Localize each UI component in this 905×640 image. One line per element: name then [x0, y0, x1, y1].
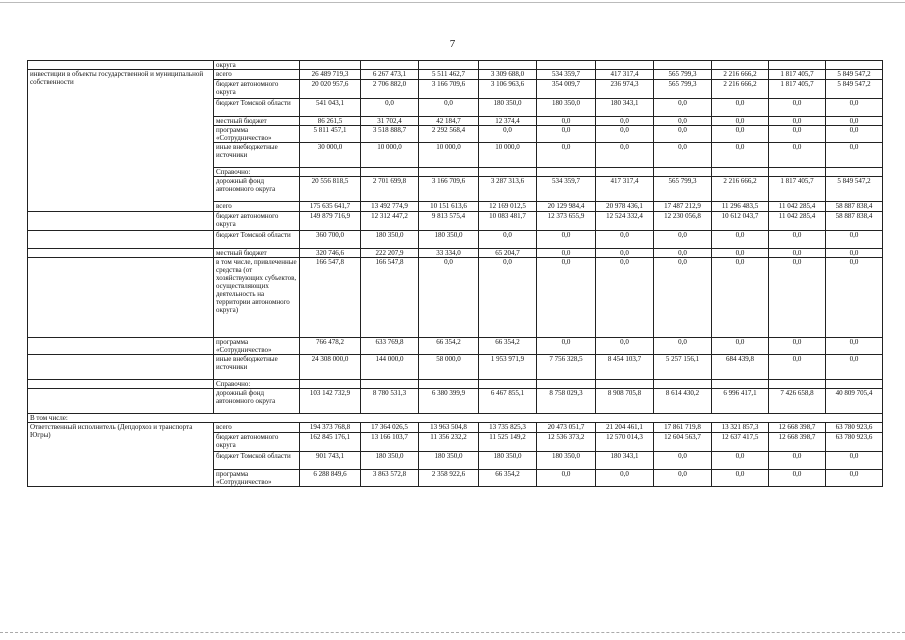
amount-cell: 8 908 705,8	[596, 389, 654, 414]
table-row	[28, 231, 883, 249]
funding-source-label: в том числе, привлеченные средства (от хозяйствующих субъектов, осуществляющих деятельность на территории автономного округа)	[214, 258, 300, 338]
amount-cell	[769, 380, 826, 389]
row-group-label: инвестиции в объекты государственной и муниципальной собственности	[28, 70, 214, 212]
amount-cell	[826, 61, 883, 70]
amount-cell	[419, 380, 479, 389]
amount-cell: 0,0	[596, 231, 654, 249]
amount-cell: 0,0	[712, 126, 769, 143]
amount-cell: 0,0	[596, 258, 654, 338]
amount-cell: 0,0	[769, 117, 826, 126]
amount-cell: 0,0	[654, 258, 712, 338]
amount-cell	[596, 61, 654, 70]
amount-cell: 3 863 572,8	[361, 470, 419, 487]
section-subheading: В том числе:	[28, 414, 883, 423]
amount-cell: 2 292 568,4	[419, 126, 479, 143]
amount-cell: 0,0	[769, 126, 826, 143]
table-row	[28, 212, 883, 231]
amount-cell	[419, 61, 479, 70]
amount-cell: 766 478,2	[300, 338, 361, 355]
amount-cell: 5 257 156,1	[654, 355, 712, 380]
table-row	[28, 258, 883, 338]
amount-cell: 86 261,5	[300, 117, 361, 126]
amount-cell	[479, 61, 537, 70]
amount-cell: 10 000,0	[479, 143, 537, 168]
amount-cell: 180 350,0	[537, 99, 596, 117]
amount-cell: 684 439,8	[712, 355, 769, 380]
amount-cell: 6 288 849,6	[300, 470, 361, 487]
amount-cell: 417 317,4	[596, 70, 654, 80]
amount-cell: 10 000,0	[419, 143, 479, 168]
amount-cell: 149 879 716,9	[300, 212, 361, 231]
amount-cell: 2 706 882,0	[361, 80, 419, 99]
amount-cell	[826, 380, 883, 389]
amount-cell	[537, 380, 596, 389]
amount-cell: 13 963 504,8	[419, 423, 479, 433]
amount-cell: 20 473 051,7	[537, 423, 596, 433]
amount-cell	[654, 168, 712, 177]
amount-cell: 2 216 666,2	[712, 70, 769, 80]
amount-cell: 3 518 888,7	[361, 126, 419, 143]
amount-cell: 0,0	[769, 143, 826, 168]
amount-cell: 180 350,0	[419, 452, 479, 470]
amount-cell: 58 887 838,4	[826, 212, 883, 231]
amount-cell: 0,0	[826, 338, 883, 355]
funding-source-label: Справочно:	[214, 380, 300, 389]
funding-source-label: местный бюджет	[214, 249, 300, 258]
amount-cell: 2 358 922,6	[419, 470, 479, 487]
amount-cell: 66 354,2	[479, 338, 537, 355]
amount-cell: 2 216 666,2	[712, 177, 769, 202]
funding-source-label: округа	[214, 61, 300, 70]
amount-cell	[300, 61, 361, 70]
bottom-edge-line	[0, 632, 905, 633]
amount-cell: 162 845 176,1	[300, 433, 361, 452]
amount-cell: 565 799,3	[654, 177, 712, 202]
amount-cell	[300, 168, 361, 177]
amount-cell: 3 287 313,6	[479, 177, 537, 202]
amount-cell: 12 604 563,7	[654, 433, 712, 452]
amount-cell: 180 343,1	[596, 452, 654, 470]
amount-cell: 11 525 149,2	[479, 433, 537, 452]
amount-cell: 0,0	[712, 249, 769, 258]
funding-source-label: всего	[214, 70, 300, 80]
funding-source-label: бюджет Томской области	[214, 231, 300, 249]
amount-cell: 10 612 043,7	[712, 212, 769, 231]
amount-cell: 12 570 014,3	[596, 433, 654, 452]
row-group-label	[28, 258, 214, 338]
row-group-label	[28, 355, 214, 380]
amount-cell: 0,0	[537, 258, 596, 338]
amount-cell: 236 974,3	[596, 80, 654, 99]
funding-source-label: бюджет автономного округа	[214, 80, 300, 99]
amount-cell: 0,0	[712, 231, 769, 249]
page-number: 7	[449, 38, 456, 50]
amount-cell: 5 511 462,7	[419, 70, 479, 80]
amount-cell: 541 043,1	[300, 99, 361, 117]
amount-cell: 0,0	[826, 258, 883, 338]
amount-cell: 13 321 857,3	[712, 423, 769, 433]
amount-cell: 58 887 838,4	[826, 202, 883, 212]
amount-cell: 1 817 405,7	[769, 80, 826, 99]
amount-cell: 17 487 212,9	[654, 202, 712, 212]
amount-cell: 0,0	[596, 470, 654, 487]
amount-cell: 20 020 957,6	[300, 80, 361, 99]
amount-cell: 63 780 923,6	[826, 433, 883, 452]
amount-cell	[654, 61, 712, 70]
amount-cell	[769, 61, 826, 70]
amount-cell: 0,0	[596, 143, 654, 168]
amount-cell: 0,0	[712, 117, 769, 126]
amount-cell	[361, 168, 419, 177]
amount-cell: 0,0	[826, 470, 883, 487]
amount-cell: 0,0	[769, 355, 826, 380]
amount-cell: 0,0	[826, 126, 883, 143]
funding-source-label: Справочно:	[214, 168, 300, 177]
amount-cell: 0,0	[654, 231, 712, 249]
amount-cell: 0,0	[654, 117, 712, 126]
amount-cell: 354 009,7	[537, 80, 596, 99]
amount-cell: 320 746,6	[300, 249, 361, 258]
amount-cell: 166 547,8	[300, 258, 361, 338]
amount-cell: 901 743,1	[300, 452, 361, 470]
amount-cell: 0,0	[769, 249, 826, 258]
amount-cell: 13 492 774,9	[361, 202, 419, 212]
amount-cell: 12 668 398,7	[769, 423, 826, 433]
amount-cell: 360 700,0	[300, 231, 361, 249]
row-group-label	[28, 338, 214, 355]
amount-cell: 0,0	[712, 99, 769, 117]
top-edge-line	[0, 2, 905, 3]
amount-cell: 20 978 436,1	[596, 202, 654, 212]
amount-cell: 180 350,0	[419, 231, 479, 249]
amount-cell	[769, 168, 826, 177]
amount-cell: 0,0	[654, 338, 712, 355]
amount-cell: 103 142 732,9	[300, 389, 361, 414]
amount-cell: 13 166 103,7	[361, 433, 419, 452]
amount-cell: 417 317,4	[596, 177, 654, 202]
table-row	[28, 423, 883, 433]
amount-cell: 0,0	[596, 117, 654, 126]
amount-cell: 33 334,0	[419, 249, 479, 258]
amount-cell: 0,0	[826, 117, 883, 126]
amount-cell: 0,0	[537, 117, 596, 126]
amount-cell: 0,0	[826, 143, 883, 168]
amount-cell: 11 296 483,5	[712, 202, 769, 212]
amount-cell: 42 184,7	[419, 117, 479, 126]
row-group-label	[28, 231, 214, 249]
amount-cell: 20 556 818,5	[300, 177, 361, 202]
row-group-label	[28, 249, 214, 258]
amount-cell: 0,0	[769, 258, 826, 338]
amount-cell: 0,0	[769, 452, 826, 470]
amount-cell: 565 799,3	[654, 70, 712, 80]
amount-cell: 0,0	[537, 338, 596, 355]
budget-table	[27, 60, 883, 487]
amount-cell: 633 769,8	[361, 338, 419, 355]
amount-cell	[596, 168, 654, 177]
amount-cell: 0,0	[537, 249, 596, 258]
amount-cell: 0,0	[654, 126, 712, 143]
amount-cell: 12 230 056,8	[654, 212, 712, 231]
amount-cell: 0,0	[712, 452, 769, 470]
funding-source-label: программа «Сотрудничество»	[214, 338, 300, 355]
row-group-label: Ответственный исполнитель (Депдорхоз и транспорта Югры)	[28, 423, 214, 487]
amount-cell: 0,0	[826, 231, 883, 249]
amount-cell: 7 756 328,5	[537, 355, 596, 380]
amount-cell	[537, 61, 596, 70]
amount-cell: 0,0	[596, 249, 654, 258]
amount-cell: 180 350,0	[361, 231, 419, 249]
amount-cell: 534 359,7	[537, 177, 596, 202]
amount-cell	[479, 380, 537, 389]
amount-cell: 2 701 699,8	[361, 177, 419, 202]
table-row	[28, 380, 883, 389]
amount-cell: 12 536 373,2	[537, 433, 596, 452]
funding-source-label: всего	[214, 423, 300, 433]
amount-cell: 11 042 285,4	[769, 212, 826, 231]
amount-cell: 0,0	[419, 258, 479, 338]
amount-cell: 180 343,1	[596, 99, 654, 117]
amount-cell: 5 849 547,2	[826, 70, 883, 80]
amount-cell: 12 374,4	[479, 117, 537, 126]
amount-cell: 0,0	[361, 99, 419, 117]
amount-cell: 5 811 457,1	[300, 126, 361, 143]
amount-cell: 0,0	[596, 126, 654, 143]
funding-source-label: программа «Сотрудничество»	[214, 126, 300, 143]
funding-source-label: иные внебюджетные источники	[214, 355, 300, 380]
amount-cell: 1 817 405,7	[769, 70, 826, 80]
amount-cell: 0,0	[712, 470, 769, 487]
funding-source-label: всего	[214, 202, 300, 212]
amount-cell: 0,0	[479, 126, 537, 143]
funding-source-label: иные внебюджетные источники	[214, 143, 300, 168]
amount-cell: 166 547,8	[361, 258, 419, 338]
funding-source-label: бюджет Томской области	[214, 452, 300, 470]
amount-cell: 3 166 709,6	[419, 80, 479, 99]
amount-cell	[419, 168, 479, 177]
amount-cell: 1 817 405,7	[769, 177, 826, 202]
amount-cell: 0,0	[712, 338, 769, 355]
amount-cell: 40 809 705,4	[826, 389, 883, 414]
amount-cell: 6 996 417,1	[712, 389, 769, 414]
amount-cell: 6 467 855,1	[479, 389, 537, 414]
amount-cell: 2 216 666,2	[712, 80, 769, 99]
amount-cell: 5 849 547,2	[826, 177, 883, 202]
amount-cell: 8 758 029,3	[537, 389, 596, 414]
amount-cell: 13 735 825,3	[479, 423, 537, 433]
row-group-label	[28, 61, 214, 70]
amount-cell: 58 000,0	[419, 355, 479, 380]
amount-cell: 0,0	[826, 355, 883, 380]
amount-cell: 194 373 768,8	[300, 423, 361, 433]
amount-cell: 0,0	[537, 143, 596, 168]
amount-cell: 0,0	[769, 231, 826, 249]
amount-cell: 21 204 461,1	[596, 423, 654, 433]
amount-cell: 10 151 613,6	[419, 202, 479, 212]
amount-cell	[537, 168, 596, 177]
amount-cell: 0,0	[654, 470, 712, 487]
amount-cell: 222 207,9	[361, 249, 419, 258]
amount-cell: 0,0	[537, 231, 596, 249]
funding-source-label: бюджет Томской области	[214, 99, 300, 117]
amount-cell: 65 204,7	[479, 249, 537, 258]
funding-source-label: дорожный фонд автономного округа	[214, 177, 300, 202]
amount-cell	[361, 61, 419, 70]
amount-cell	[712, 168, 769, 177]
amount-cell: 31 702,4	[361, 117, 419, 126]
amount-cell: 11 356 232,2	[419, 433, 479, 452]
amount-cell: 24 308 000,0	[300, 355, 361, 380]
amount-cell: 11 042 285,4	[769, 202, 826, 212]
table-row	[28, 249, 883, 258]
amount-cell: 0,0	[654, 249, 712, 258]
amount-cell: 180 350,0	[361, 452, 419, 470]
amount-cell: 180 350,0	[479, 452, 537, 470]
funding-source-label: бюджет автономного округа	[214, 212, 300, 231]
amount-cell	[712, 380, 769, 389]
amount-cell: 534 359,7	[537, 70, 596, 80]
amount-cell: 20 129 984,4	[537, 202, 596, 212]
amount-cell: 0,0	[596, 338, 654, 355]
amount-cell: 3 106 963,6	[479, 80, 537, 99]
amount-cell: 8 780 531,3	[361, 389, 419, 414]
amount-cell: 10 000,0	[361, 143, 419, 168]
amount-cell	[361, 380, 419, 389]
amount-cell: 3 309 688,0	[479, 70, 537, 80]
amount-cell: 144 000,0	[361, 355, 419, 380]
amount-cell: 180 350,0	[479, 99, 537, 117]
amount-cell: 30 000,0	[300, 143, 361, 168]
amount-cell: 63 780 923,6	[826, 423, 883, 433]
amount-cell: 66 354,2	[419, 338, 479, 355]
amount-cell: 0,0	[654, 99, 712, 117]
amount-cell: 0,0	[826, 99, 883, 117]
funding-source-label: программа «Сотрудничество»	[214, 470, 300, 487]
table-row	[28, 338, 883, 355]
amount-cell	[479, 168, 537, 177]
amount-cell: 8 454 103,7	[596, 355, 654, 380]
amount-cell: 180 350,0	[537, 452, 596, 470]
row-group-label	[28, 212, 214, 231]
amount-cell: 0,0	[479, 231, 537, 249]
amount-cell: 0,0	[769, 338, 826, 355]
amount-cell: 7 426 658,8	[769, 389, 826, 414]
amount-cell: 0,0	[654, 143, 712, 168]
amount-cell: 12 312 447,2	[361, 212, 419, 231]
amount-cell: 66 354,2	[479, 470, 537, 487]
table-row	[28, 355, 883, 380]
amount-cell: 12 373 655,9	[537, 212, 596, 231]
amount-cell: 0,0	[419, 99, 479, 117]
amount-cell: 0,0	[537, 470, 596, 487]
amount-cell: 0,0	[826, 452, 883, 470]
amount-cell: 12 524 332,4	[596, 212, 654, 231]
amount-cell: 6 267 473,1	[361, 70, 419, 80]
amount-cell: 12 637 417,5	[712, 433, 769, 452]
amount-cell: 12 668 398,7	[769, 433, 826, 452]
amount-cell	[654, 380, 712, 389]
amount-cell: 6 380 399,9	[419, 389, 479, 414]
amount-cell: 5 849 547,2	[826, 80, 883, 99]
amount-cell: 9 813 575,4	[419, 212, 479, 231]
amount-cell	[300, 380, 361, 389]
amount-cell: 12 169 012,5	[479, 202, 537, 212]
amount-cell: 0,0	[712, 143, 769, 168]
table-row	[28, 414, 883, 423]
amount-cell: 0,0	[654, 452, 712, 470]
amount-cell: 565 799,3	[654, 80, 712, 99]
amount-cell: 0,0	[537, 126, 596, 143]
amount-cell	[712, 61, 769, 70]
funding-source-label: бюджет автономного округа	[214, 433, 300, 452]
table-row	[28, 61, 883, 70]
funding-source-label: местный бюджет	[214, 117, 300, 126]
amount-cell: 0,0	[769, 470, 826, 487]
amount-cell: 0,0	[826, 249, 883, 258]
table-row	[28, 70, 883, 80]
table-row	[28, 389, 883, 414]
row-group-label	[28, 389, 214, 414]
amount-cell: 8 614 430,2	[654, 389, 712, 414]
funding-source-label: дорожный фонд автономного округа	[214, 389, 300, 414]
amount-cell: 0,0	[769, 99, 826, 117]
amount-cell: 10 083 481,7	[479, 212, 537, 231]
amount-cell: 0,0	[479, 258, 537, 338]
amount-cell: 1 953 971,9	[479, 355, 537, 380]
amount-cell: 3 166 709,6	[419, 177, 479, 202]
amount-cell	[826, 168, 883, 177]
amount-cell: 17 364 026,5	[361, 423, 419, 433]
amount-cell: 0,0	[712, 258, 769, 338]
amount-cell: 17 861 719,8	[654, 423, 712, 433]
row-group-label	[28, 380, 214, 389]
amount-cell	[596, 380, 654, 389]
amount-cell: 26 489 719,3	[300, 70, 361, 80]
amount-cell: 175 635 641,7	[300, 202, 361, 212]
